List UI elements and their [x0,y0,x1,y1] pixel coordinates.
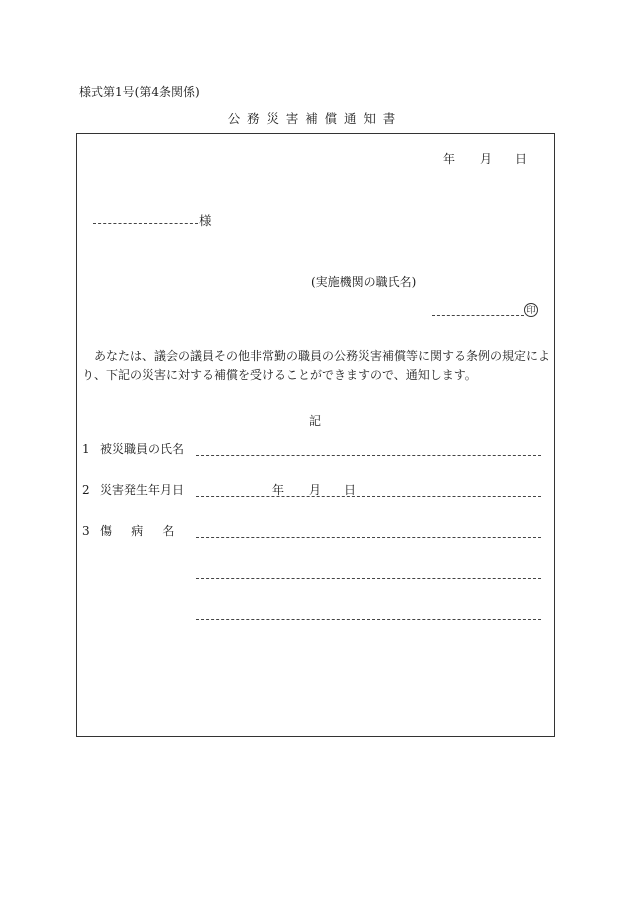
injury-name-field-2[interactable] [196,578,541,579]
notice-date-month-label: 月 [480,152,493,166]
injury-name-field-1[interactable] [196,537,541,538]
occurrence-date-day-label: 日 [344,483,357,497]
item-victim-name [82,440,184,457]
notice-date-day-label: 日 [515,152,528,166]
item-number: 2 [82,483,90,497]
item-label: 傷病名 [100,524,194,538]
occurrence-date-month-label: 月 [309,483,322,497]
addressee-honorific: 様 [199,213,212,228]
item-number: 1 [82,442,90,456]
document-title: 公務災害補償通知書 [227,111,403,126]
occurrence-date-year-label: 年 [272,483,285,497]
notice-date-year-label: 年 [443,152,456,166]
item-number: 3 [82,524,90,538]
issuer-label: (実施機関の職氏名) [311,275,417,289]
addressee-name-field[interactable] [93,223,198,224]
seal-icon: 印 [524,303,538,317]
item-occurrence-date [82,481,184,498]
victim-name-field[interactable] [196,455,541,456]
item-label: 災害発生年月日 [100,483,185,497]
occurrence-date-field[interactable] [196,496,541,497]
item-injury-name [82,522,194,539]
ki-heading: 記 [308,414,321,428]
form-number: 様式第1号(第4条関係) [79,85,200,99]
issuer-name-field[interactable] [432,315,524,316]
injury-name-field-3[interactable] [196,619,541,620]
notice-body-text: あなたは、議会の議員その他非常勤の職員の公務災害補償等に関する条例の規定により、下記の災害に対する補償を受けることができますので、通知します。 [82,349,551,382]
item-label: 被災職員の氏名 [100,442,185,456]
